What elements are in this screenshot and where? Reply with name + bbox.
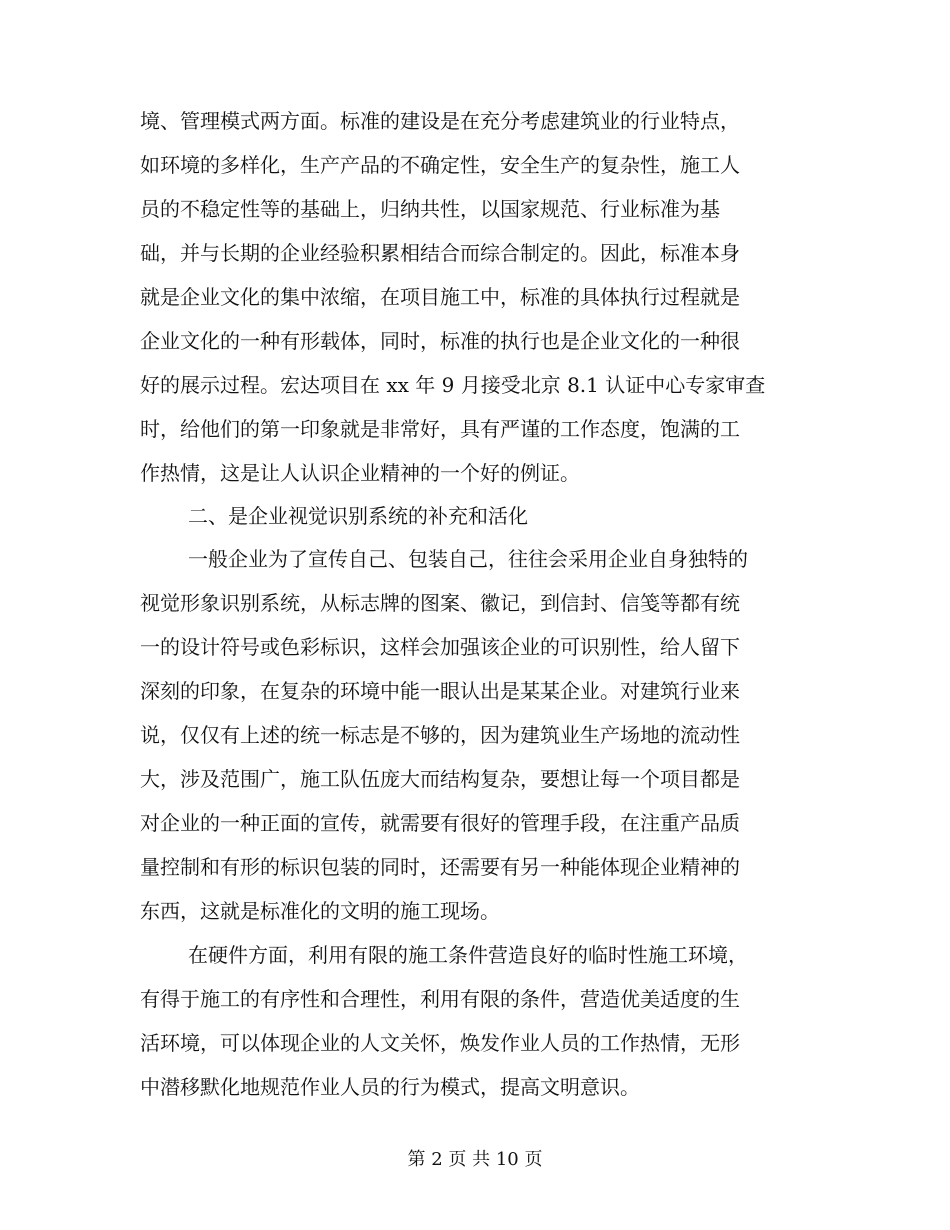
text-line: 视觉形象识别系统，从标志牌的图案、徽记，到信封、信笺等都有统 <box>140 591 740 615</box>
text-line: 企业文化的一种有形载体，同时，标准的执行也是企业文化的一种很 <box>140 329 740 353</box>
page-number-footer: 第 2 页 共 10 页 <box>407 1149 543 1170</box>
text-line: 境、管理模式两方面。标准的建设是在充分考虑建筑业的行业特点， <box>140 109 740 133</box>
text-line: 员的不稳定性等的基础上，归纳共性，以国家规范、行业标准为基 <box>140 197 720 221</box>
text-line: 好的展示过程。宏达项目在 xx 年 9 月接受北京 8.1 认证中心专家审查 <box>140 373 766 397</box>
text-line: 量控制和有形的标识包装的同时，还需要有另一种能体现企业精神的 <box>140 855 740 879</box>
text-line: 如环境的多样化，生产产品的不确定性，安全生产的复杂性，施工人 <box>140 153 740 177</box>
text-line: 作热情，这是让人认识企业精神的一个好的例证。 <box>140 461 580 485</box>
text-line: 中潜移默化地规范作业人员的行为模式，提高文明意识。 <box>140 1075 640 1099</box>
text-line: 时，给他们的第一印象就是非常好，具有严谨的工作态度，饱满的工 <box>140 417 740 441</box>
text-line: 大，涉及范围广，施工队伍庞大而结构复杂，要想让每一个项目都是 <box>140 767 740 791</box>
text-line: 说，仅仅有上述的统一标志是不够的，因为建筑业生产场地的流动性 <box>140 723 740 747</box>
text-line: 活环境，可以体现企业的人文关怀，焕发作业人员的工作热情，无形 <box>140 1031 740 1055</box>
text-line: 有得于施工的有序性和合理性，利用有限的条件，营造优美适度的生 <box>140 987 740 1011</box>
text-line: 对企业的一种正面的宣传，就需要有很好的管理手段，在注重产品质 <box>140 811 740 835</box>
text-line: 础，并与长期的企业经验积累相结合而综合制定的。因此，标准本身 <box>140 241 740 265</box>
text-line: 深刻的印象，在复杂的环境中能一眼认出是某某企业。对建筑行业来 <box>140 679 740 703</box>
text-line: 在硬件方面，利用有限的施工条件营造良好的临时性施工环境， <box>188 943 748 967</box>
section-heading: 二、是企业视觉识别系统的补充和活化 <box>188 504 528 528</box>
text-line: 东西，这就是标准化的文明的施工现场。 <box>140 899 500 923</box>
text-line: 一的设计符号或色彩标识，这样会加强该企业的可识别性，给人留下 <box>140 635 740 659</box>
text-line: 一般企业为了宣传自己、包装自己，往往会采用企业自身独特的 <box>188 547 748 571</box>
text-line: 就是企业文化的集中浓缩，在项目施工中，标准的具体执行过程就是 <box>140 285 740 309</box>
